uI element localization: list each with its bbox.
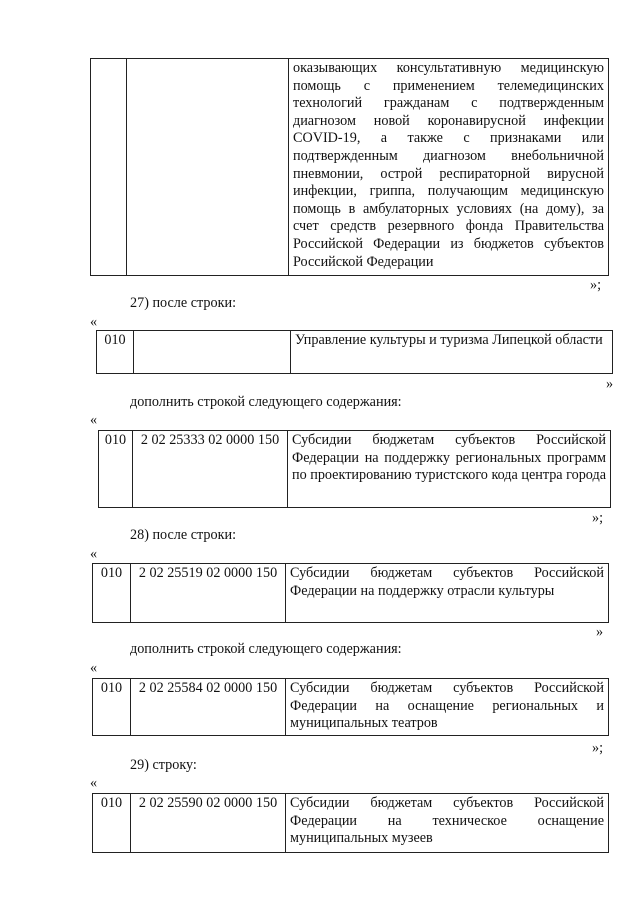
- code-cell: 010: [97, 331, 134, 374]
- item-heading-27-add: дополнить строкой следующего содержания:: [130, 394, 402, 410]
- kbk-cell: [127, 59, 289, 276]
- table-row: [91, 59, 609, 276]
- table-row: [93, 794, 609, 853]
- table-row: [93, 679, 609, 736]
- description-cell: Субсидии бюджетам субъектов Российской Федерации на поддержку отрасли культуры: [286, 564, 609, 623]
- closing-quote: »;: [592, 740, 604, 756]
- closing-quote: »: [606, 376, 614, 392]
- table-item-27-add: [98, 430, 611, 508]
- item-heading-28-add: дополнить строкой следующего содержания:: [130, 641, 402, 657]
- kbk-cell: 2 02 25590 02 0000 150: [131, 794, 286, 853]
- table-item-28-add: [92, 678, 609, 736]
- code-cell: 010: [93, 794, 131, 853]
- description-cell: Управление культуры и туризма Липецкой области: [291, 331, 613, 374]
- code-cell: 010: [93, 564, 131, 623]
- description-cell: оказывающих консультативную медицинскую помощь с применением телемедицинских технологий гражданам с подтвержденным диагнозом новой коронавирусной инфекции COVID-19, а также с признаками или подтвержденным диагнозом внебольничной пневмонии, острой респираторной вирусной инфекции, гриппа, получающим медицинскую помощь в амбулаторных условиях (на дому), за счет средств резервного фонда Правительства Российской Федерации из бюджетов субъектов Российской Федерации: [289, 59, 609, 276]
- table-row: [99, 431, 611, 508]
- opening-quote: «: [90, 660, 98, 676]
- description-cell: Субсидии бюджетам субъектов Российской Федерации на поддержку региональных программ по проектированию туристского кода центра города: [288, 431, 611, 508]
- opening-quote: «: [90, 775, 98, 791]
- opening-quote: «: [90, 412, 98, 428]
- code-cell: 010: [99, 431, 133, 508]
- table-row: [93, 564, 609, 623]
- kbk-cell: 2 02 25519 02 0000 150: [131, 564, 286, 623]
- kbk-cell: 2 02 25333 02 0000 150: [133, 431, 288, 508]
- code-cell: 010: [93, 679, 131, 736]
- table-item-29: [92, 793, 609, 853]
- opening-quote: «: [90, 546, 98, 562]
- table-item-27: [96, 330, 613, 374]
- table-row: [97, 331, 613, 374]
- description-cell: Субсидии бюджетам субъектов Российской Федерации на оснащение региональных и муниципальных театров: [286, 679, 609, 736]
- kbk-cell: [134, 331, 291, 374]
- closing-quote: »: [596, 624, 604, 640]
- code-cell: [91, 59, 127, 276]
- kbk-cell: 2 02 25584 02 0000 150: [131, 679, 286, 736]
- item-heading-28: 28) после строки:: [130, 527, 237, 543]
- table-continuation: [90, 58, 609, 276]
- item-heading-27: 27) после строки:: [130, 295, 237, 311]
- closing-quote: »;: [590, 277, 602, 293]
- item-heading-29: 29) строку:: [130, 757, 197, 773]
- table-item-28: [92, 563, 609, 623]
- description-cell: Субсидии бюджетам субъектов Российской Федерации на техническое оснащение муниципальных музеев: [286, 794, 609, 853]
- closing-quote: »;: [592, 510, 604, 526]
- opening-quote: «: [90, 314, 98, 330]
